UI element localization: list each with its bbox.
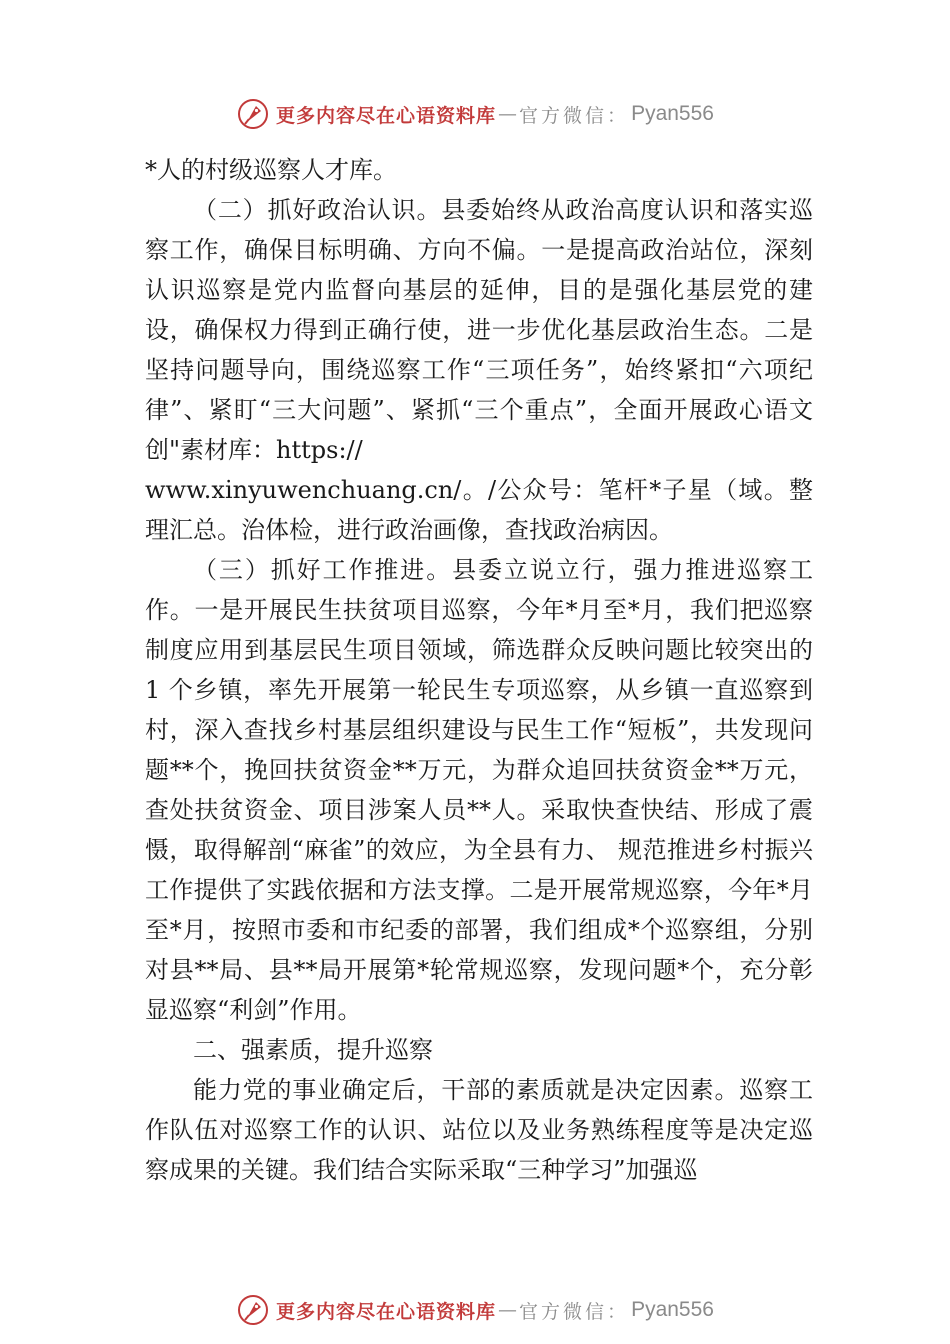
document-body — [145, 150, 813, 1190]
footer-watermark — [0, 1290, 950, 1330]
watermark-main-text: 更多内容尽在心语资料库 — [276, 1300, 497, 1323]
paragraph-work-progress: （三）抓好工作推进。县委立说立行，强力推进巡察工作。一是开展民生扶贫项目巡察，今年*月至*月，我们把巡察制度应用到基层民生项目领域，筛选群众反映问题比较突出的 1 个乡镇，率先开展第一轮民生专项巡察，从乡镇一直巡察到村，深入查找乡村基层组织建设与民生工作“短板”，共发现问题**个，挽回扶贫资金**万元，为群众追回扶贫资金**万元，查处扶贫资金、项目涉案人员**人。采取快查快结、形成了震慑，取得解剖“麻雀”的效应，为全县有力、 规范推进乡村振兴工作提供了实践依据和方法支撑。二是开展常规巡察，今年*月至*月，按照市委和市纪委的部署，我们组成*个巡察组，分别对县**局、县**局开展第*轮常规巡察，发现问题*个，充分彰显巡察“利剑”作用。 — [145, 556, 813, 1024]
watermark-separator: — — [498, 103, 518, 125]
paragraph-political-awareness: （二）抓好政治认识。县委始终从政治高度认识和落实巡察工作，确保目标明确、方向不偏。一是提高政治站位，深刻认识巡察是党内监督向基层的延伸，目的是强化基层党的建设，确保权力得到正确行使，进一步优化基层政治生态。二是坚持问题导向，围绕巡察工作“三项任务”，始终紧扣“六项纪律”、紧盯“三大问题”、紧抓“三个重点”，全面开展政心语文创"素材库：https:// — [145, 196, 813, 464]
pen-nib-logo-icon — [236, 1293, 270, 1327]
watermark-label: 官方微信： — [519, 1300, 630, 1323]
watermark-separator: — — [498, 1299, 518, 1321]
header-watermark — [0, 94, 950, 134]
watermark-wechat-id: Pyan556 — [631, 102, 714, 125]
section-heading: 二、强素质，提升巡察 — [193, 1036, 433, 1064]
paragraph-continuation: *人的村级巡察人才库。 — [145, 156, 397, 184]
pen-nib-logo-icon — [236, 97, 270, 131]
watermark-main-text: 更多内容尽在心语资料库 — [276, 104, 497, 127]
watermark-label: 官方微信： — [519, 104, 630, 127]
paragraph-url-line: www.xinyuwenchuang.cn/。/公众号：笔杆*子星（域。整理汇总。治体检，进行政治画像，查找政治病因。 — [145, 476, 813, 544]
paragraph-capability: 能力党的事业确定后，干部的素质就是决定因素。巡察工作队伍对巡察工作的认识、站位以及业务熟练程度等是决定巡察成果的关键。我们结合实际采取“三种学习”加强巡 — [145, 1076, 813, 1184]
watermark-wechat-id: Pyan556 — [631, 1298, 714, 1321]
